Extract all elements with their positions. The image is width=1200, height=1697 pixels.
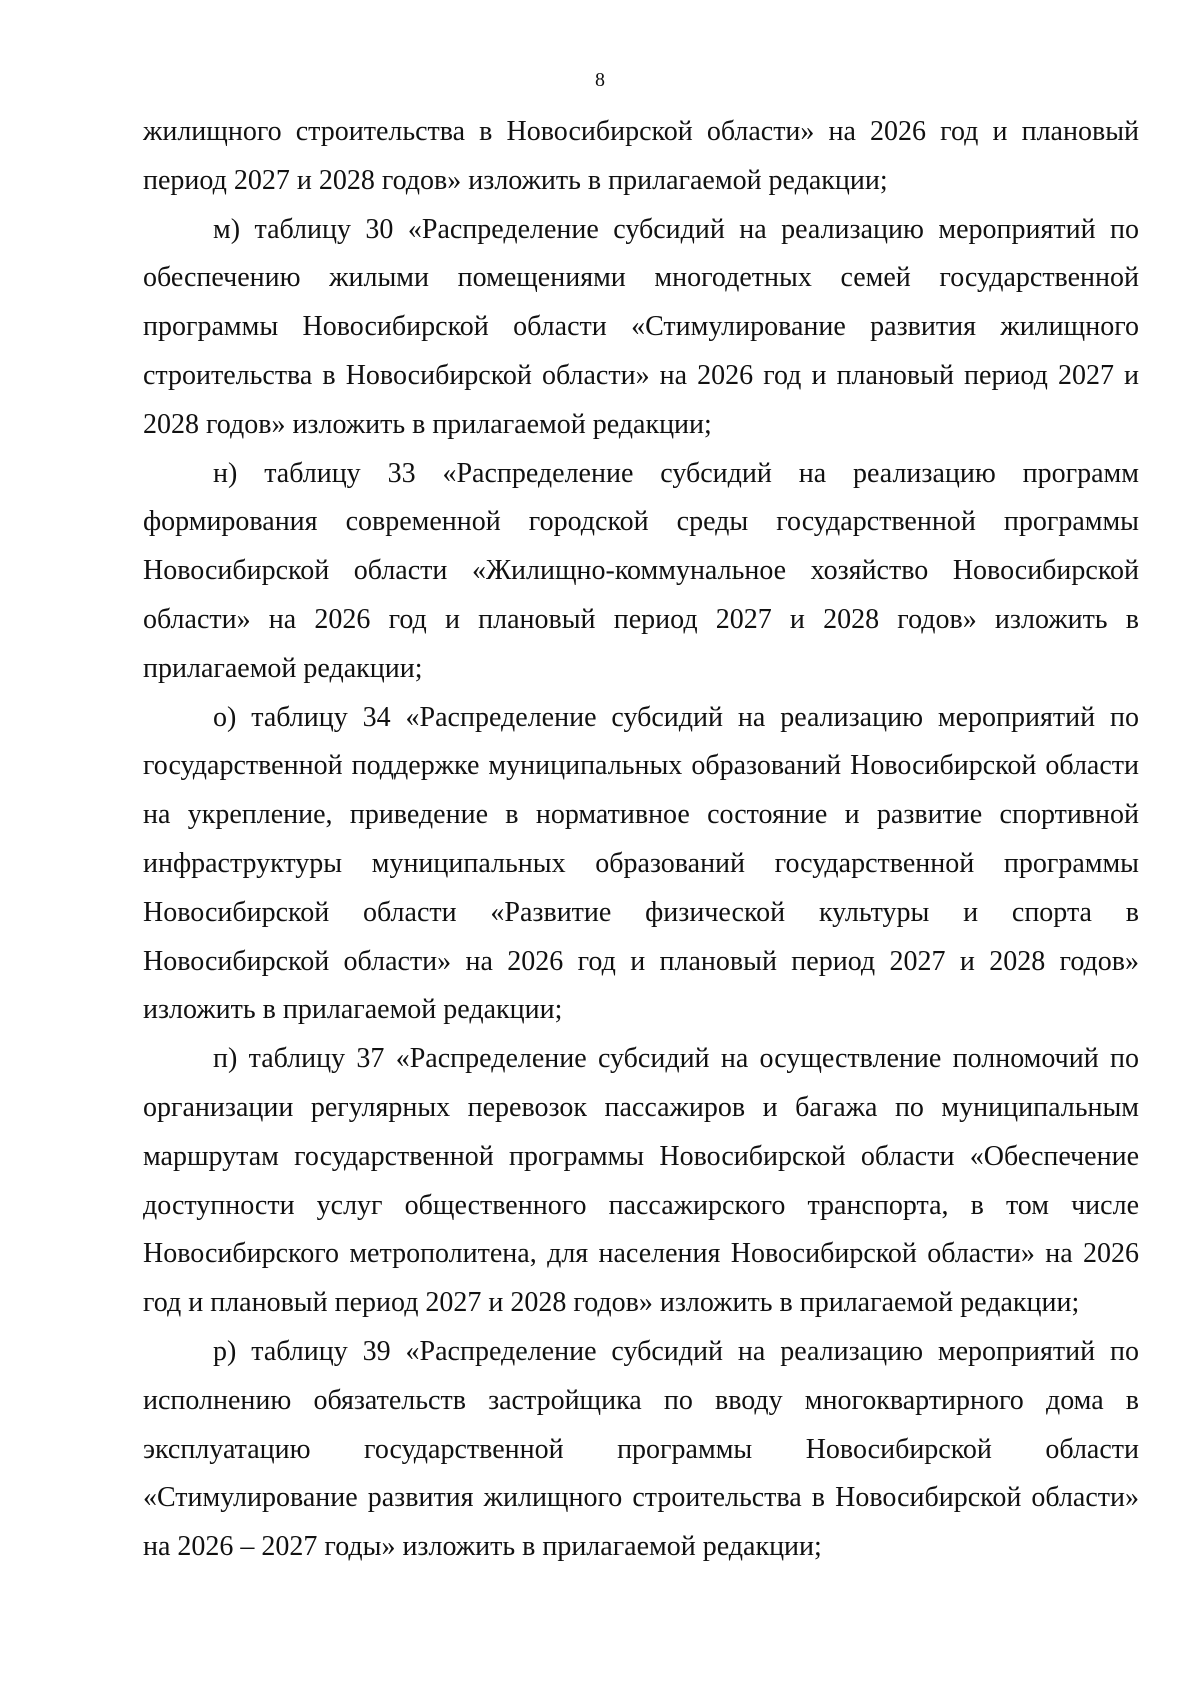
paragraph-item-p: п) таблицу 37 «Распределение субсидий на осуществление полномочий по организации регулярных перевозок пассажиров и багажа по муниципальным маршрутам государственной программы Новосибирской области «Обеспечение доступности услуг общественного пассажирского транспорта, в том числе Новосибирского метрополитена, для населения Новосибирской области» на 2026 год и плановый период 2027 и 2028 годов» изложить в прилагаемой редакции; <box>143 1043 1139 1319</box>
paragraph-item-r: р) таблицу 39 «Распределение субсидий на реализацию мероприятий по исполнению обязательств застройщика по вводу многоквартирного дома в эксплуатацию государственной программы Новосибирской области «Стимулирование развития жилищного строительства в Новосибирской области» на 2026 – 2027 годы» изложить в прилагаемой редакции; <box>143 1335 1139 1563</box>
paragraph-continued: жилищного строительства в Новосибирской области» на 2026 год и плановый период 2027 и 2028 годов» изложить в прилагаемой редакции; <box>143 116 1139 196</box>
page-number: 8 <box>595 69 605 91</box>
document-body <box>143 108 1139 1572</box>
paragraph-item-m: м) таблицу 30 «Распределение субсидий на реализацию мероприятий по обеспечению жилыми помещениями многодетных семей государственной программы Новосибирской области «Стимулирование развития жилищного строительства в Новосибирской области» на 2026 год и плановый период 2027 и 2028 годов» изложить в прилагаемой редакции; <box>143 213 1139 440</box>
paragraph-item-n: н) таблицу 33 «Распределение субсидий на реализацию программ формирования современной городской среды государственной программы Новосибирской области «Жилищно-коммунальное хозяйство Новосибирской области» на 2026 год и плановый период 2027 и 2028 годов» изложить в прилагаемой редакции; <box>143 457 1139 684</box>
paragraph-item-o: о) таблицу 34 «Распределение субсидий на реализацию мероприятий по государственной поддержке муниципальных образований Новосибирской области на укрепление, приведение в нормативное состояние и развитие спортивной инфраструктуры муниципальных образований государственной программы Новосибирской области «Развитие физической культуры и спорта в Новосибирской области» на 2026 год и плановый период 2027 и 2028 годов» изложить в прилагаемой редакции; <box>143 701 1139 1026</box>
